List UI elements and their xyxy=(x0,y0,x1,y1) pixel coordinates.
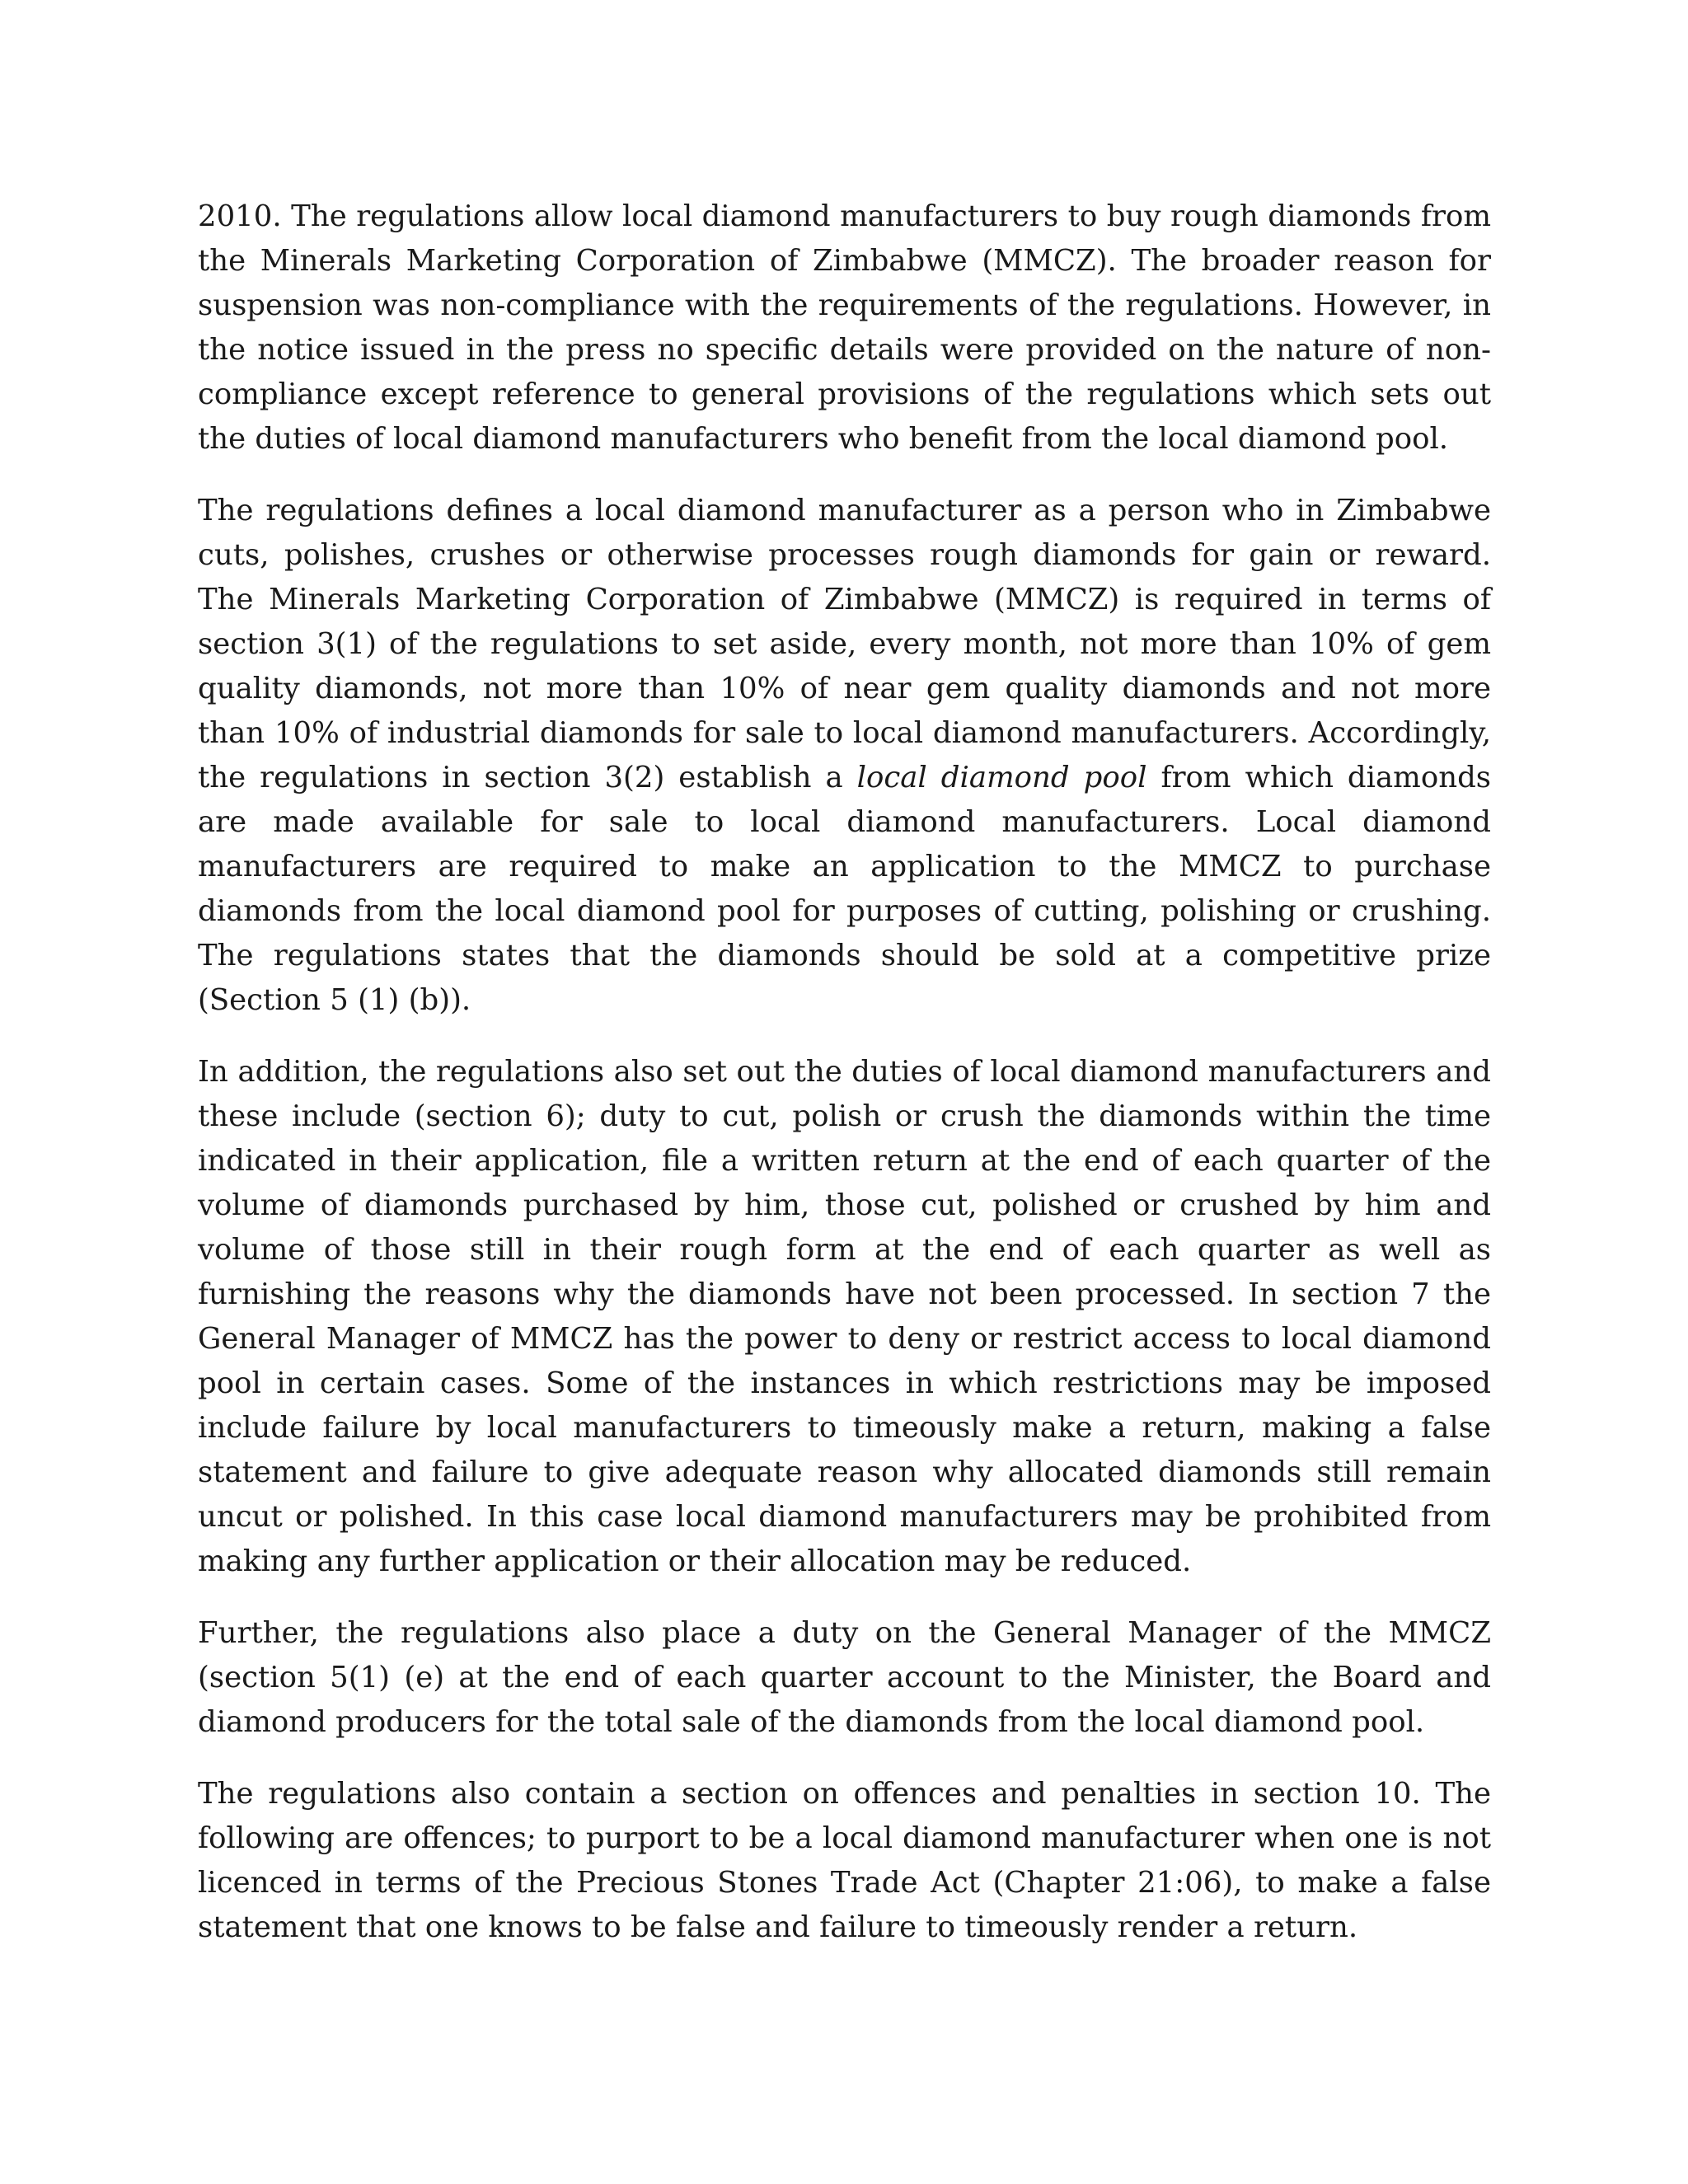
paragraph-offences-penalties: The regulations also contain a section on offences and penalties in section 10. The following are offences; to purport to be a local diamond manufacturer when one is not licenced in terms of the Precious Stones Trade Act (Chapter 21:06), to make a false statement that one knows to be false and failure to timeously render a return. xyxy=(198,1777,1491,1944)
italic-term-local-diamond-pool: local diamond pool xyxy=(856,761,1147,794)
paragraph-general-manager-duty: Further, the regulations also place a duty on the General Manager of the MMCZ (section 5(1) (e) at the end of each quarter account to the Minister, the Board and diamond producers for the total sale of the diamonds from the local diamond pool. xyxy=(198,1616,1491,1739)
paragraph-manufacturer-definition xyxy=(198,489,1491,1023)
paragraph-text-part: from which diamonds are made available for sale to local diamond manufacturers. Local diamond manufacturers are required to make an application to the MMCZ to purchase diamonds from the local diamond pool for purposes of cutting, polishing or crushing. The regulations states that the diamonds should be sold at a competitive prize (Section 5 (1) (b)). xyxy=(198,761,1492,1017)
document-page xyxy=(198,194,1491,1977)
paragraph-text-part: The regulations defines a local diamond manufacturer as a person who in Zimbabwe cuts, polishes, crushes or otherwise processes rough diamonds for gain or reward. The Minerals Marketing Corporation of Zimbabwe (MMCZ) is required in terms of section 3(1) of the regulations to set aside, every month, not more than 10% of gem quality diamonds, not more than 10% of near gem quality diamonds and not more than 10% of industrial diamonds for sale to local diamond manufacturers. Accordingly, the regulations in section 3(2) establish a xyxy=(198,494,1491,794)
paragraph-suspension-context: 2010. The regulations allow local diamond manufacturers to buy rough diamonds from the Minerals Marketing Corporation of Zimbabwe (MMCZ). The broader reason for suspension was non-compliance with the requirements of the regulations. However, in the notice issued in the press no specific details were provided on the nature of non-compliance except reference to general provisions of the regulations which sets out the duties of local diamond manufacturers who benefit from the local diamond pool. xyxy=(198,199,1491,456)
paragraph-manufacturer-duties: In addition, the regulations also set out the duties of local diamond manufacturers and these include (section 6); duty to cut, polish or crush the diamonds within the time indicated in their application, file a written return at the end of each quarter of the volume of diamonds purchased by him, those cut, polished or crushed by him and volume of those still in their rough form at the end of each quarter as well as furnishing the reasons why the diamonds have not been processed. In section 7 the General Manager of MMCZ has the power to deny or restrict access to local diamond pool in certain cases. Some of the instances in which restrictions may be imposed include failure by local manufacturers to timeously make a return, making a false statement and failure to give adequate reason why allocated diamonds still remain uncut or polished. In this case local diamond manufacturers may be prohibited from making any further application or their allocation may be reduced. xyxy=(198,1055,1491,1578)
